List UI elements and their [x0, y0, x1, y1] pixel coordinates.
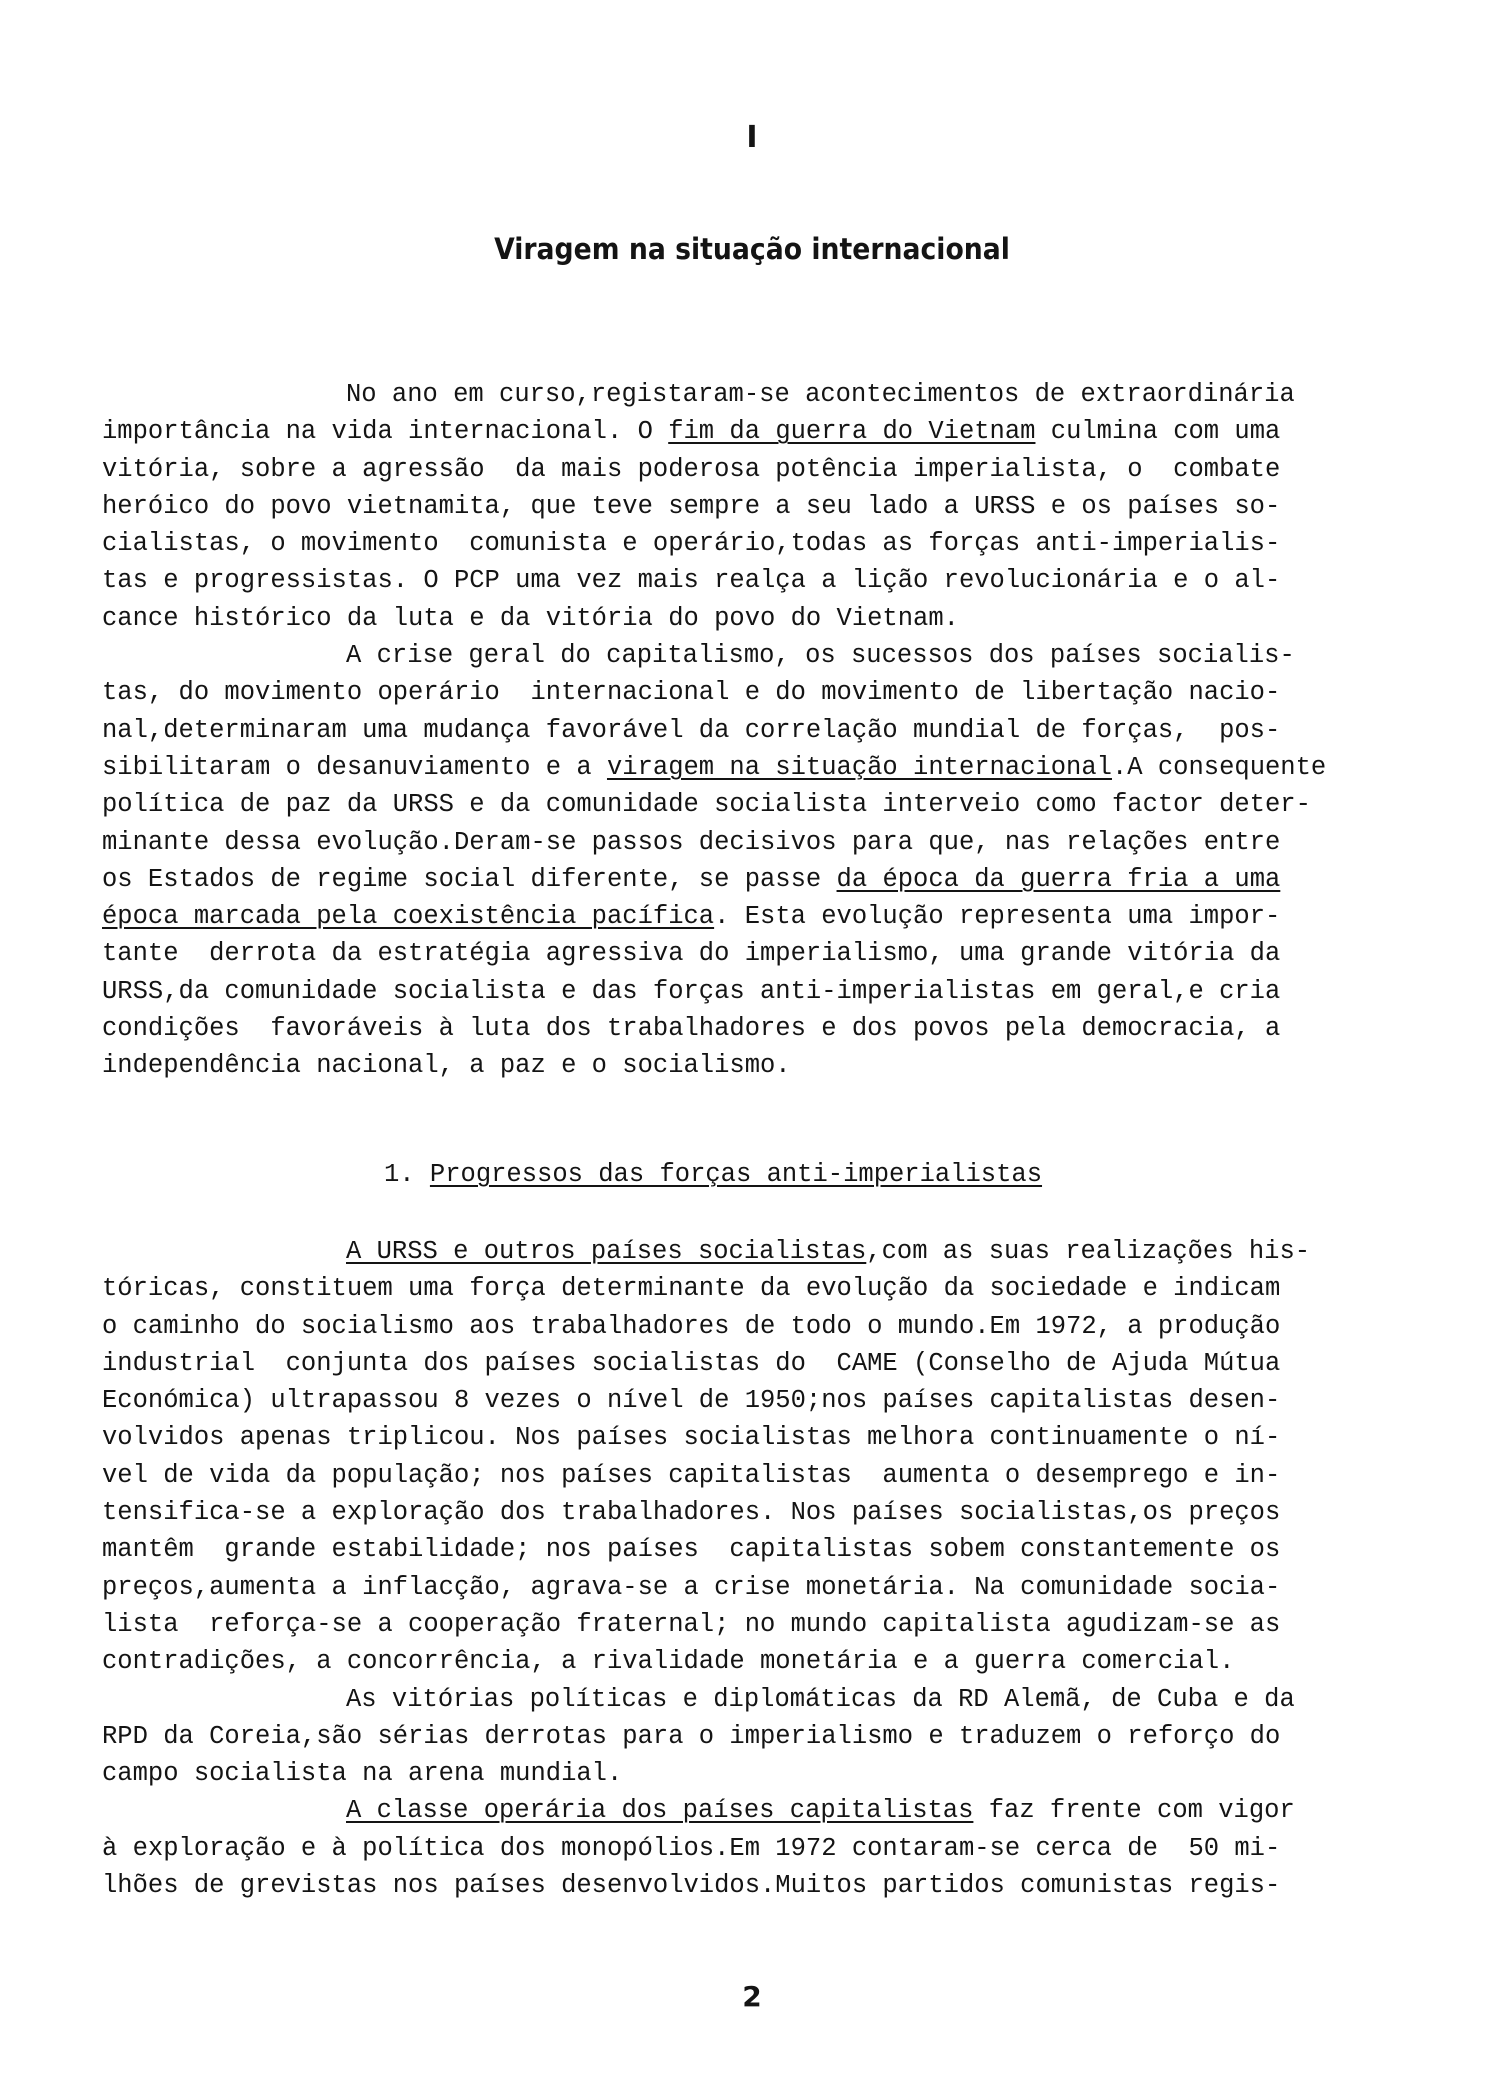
text-run: sibilitaram o desanuviamento e a	[102, 752, 607, 782]
text-line	[102, 1494, 1376, 1531]
text-line	[102, 525, 1376, 562]
text-run: lista reforça-se a cooperação fraternal; no mundo capitalista agudizam-se as	[102, 1609, 1281, 1639]
underlined-phrase: época marcada pela coexistência pacífica	[102, 902, 715, 932]
text-run: A crise geral do capitalismo, os sucessos dos países socialis-	[346, 641, 1295, 671]
text-run: lhões de grevistas nos países desenvolvidos.Muitos partidos comunistas regis-	[102, 1871, 1281, 1901]
text-run: Económica) ultrapassou 8 vezes o nível de 1950;nos países capitalistas desen-	[102, 1386, 1281, 1416]
text-line	[102, 1047, 1376, 1084]
text-run: contradições, a concorrência, a rivalidade monetária e a guerra comercial.	[102, 1647, 1235, 1677]
text-line	[102, 1867, 1376, 1904]
section-heading-number: 1.	[384, 1160, 430, 1189]
text-run: cialistas, o movimento comunista e operário,todas as forças anti-imperialis-	[102, 529, 1281, 559]
text-run: minante dessa evolução.Deram-se passos decisivos para que, nas relações entre	[102, 827, 1281, 857]
text-run: à exploração e à política dos monopólios.Em 1972 contaram-se cerca de 50 mi-	[102, 1833, 1281, 1863]
text-line	[102, 637, 1376, 674]
underlined-phrase: viragem na situação internacional	[606, 752, 1112, 782]
text-run: política de paz da URSS e da comunidade socialista interveio como factor deter-	[102, 790, 1311, 820]
text-run: preços,aumenta a inflacção, agrava-se a crise monetária. Na comunidade socia-	[102, 1572, 1281, 1602]
text-line	[102, 1718, 1376, 1755]
intro-paragraphs	[102, 376, 1376, 1085]
text-run: RPD da Coreia,são sérias derrotas para o imperialismo e traduzem o reforço do	[102, 1721, 1281, 1751]
text-line	[102, 488, 1376, 525]
text-line	[102, 749, 1376, 786]
text-run: tóricas, constituem uma força determinante da evolução da sociedade e indicam	[102, 1274, 1281, 1304]
text-run: .A consequente	[1111, 752, 1327, 782]
text-line	[102, 1830, 1376, 1867]
underlined-phrase: da época da guerra fria a uma	[836, 864, 1281, 894]
text-run: No ano em curso,registaram-se acontecimentos de extraordinária	[346, 380, 1295, 409]
text-line	[102, 1643, 1376, 1680]
text-run: volvidos apenas triplicou. Nos países socialistas melhora continuamente o ní-	[102, 1423, 1281, 1453]
text-line	[102, 1382, 1376, 1419]
text-line	[102, 1681, 1376, 1718]
text-line	[102, 935, 1376, 972]
underlined-phrase: A classe operária dos países capitalistas	[346, 1796, 974, 1826]
text-run: mantêm grande estabilidade; nos países capitalistas sobem constantemente os	[102, 1535, 1281, 1565]
text-run: culmina com uma	[1035, 417, 1281, 447]
text-line	[102, 786, 1376, 823]
page-number: 2	[742, 1980, 762, 2013]
text-run: nal,determinaram uma mudança favorável da correlação mundial de forças, pos-	[102, 715, 1281, 745]
text-line	[102, 1792, 1376, 1829]
text-run: URSS,da comunidade socialista e das forças anti-imperialistas em geral,e cria	[102, 976, 1281, 1006]
text-line	[102, 1010, 1376, 1047]
text-run: heróico do povo vietnamita, que teve sempre a seu lado a URSS e os países so-	[102, 491, 1281, 521]
text-line	[102, 562, 1376, 599]
text-line	[102, 1755, 1376, 1792]
underlined-phrase: fim da guerra do Vietnam	[668, 417, 1036, 447]
text-run: ,com as suas realizações his-	[866, 1237, 1311, 1266]
text-line	[102, 1531, 1376, 1568]
chapter-title: Viragem na situação internacional	[494, 232, 1010, 266]
text-line	[102, 1457, 1376, 1494]
text-run: industrial conjunta dos países socialistas do CAME (Conselho de Ajuda Mútua	[102, 1348, 1281, 1378]
text-line	[102, 712, 1376, 749]
text-line	[102, 1233, 1376, 1270]
text-line	[102, 600, 1376, 637]
text-line	[102, 1270, 1376, 1307]
text-run: tas, do movimento operário internacional e do movimento de libertação nacio-	[102, 678, 1281, 708]
text-line	[102, 973, 1376, 1010]
text-line	[102, 1345, 1376, 1382]
text-run: cance histórico da luta e da vitória do povo do Vietnam.	[102, 603, 959, 633]
text-run: tensifica-se a exploração dos trabalhadores. Nos países socialistas,os preços	[102, 1498, 1281, 1528]
text-run: . Esta evolução representa uma impor-	[714, 902, 1281, 932]
text-run: condições favoráveis à luta dos trabalhadores e dos povos pela democracia, a	[102, 1014, 1281, 1044]
text-run: campo socialista na arena mundial.	[102, 1759, 623, 1789]
underlined-phrase: A URSS e outros países socialistas	[346, 1237, 867, 1266]
section-paragraphs	[102, 1233, 1376, 1904]
text-line	[102, 451, 1376, 488]
text-line	[102, 861, 1376, 898]
text-line	[102, 1606, 1376, 1643]
text-run: o caminho do socialismo aos trabalhadores de todo o mundo.Em 1972, a produção	[102, 1311, 1281, 1341]
section-heading-title: Progressos das forças anti-imperialistas	[429, 1160, 1043, 1189]
section-heading	[384, 1160, 1042, 1189]
text-run: vel de vida da população; nos países capitalistas aumenta o desemprego e in-	[102, 1460, 1281, 1490]
text-line	[102, 413, 1376, 450]
text-line	[102, 376, 1376, 413]
text-line	[102, 1308, 1376, 1345]
text-line	[102, 824, 1376, 861]
chapter-number: I	[746, 120, 758, 155]
text-line	[102, 674, 1376, 711]
text-run: tas e progressistas. O PCP uma vez mais realça a lição revolucionária e o al-	[102, 566, 1281, 596]
text-run: vitória, sobre a agressão da mais poderosa potência imperialista, o combate	[102, 454, 1281, 484]
text-line	[102, 1419, 1376, 1456]
text-run: os Estados de regime social diferente, se passe	[102, 864, 837, 894]
text-run: tante derrota da estratégia agressiva do imperialismo, uma grande vitória da	[102, 939, 1281, 969]
text-run: faz frente com vigor	[973, 1796, 1295, 1826]
text-run: importância na vida internacional. O	[102, 417, 669, 447]
text-run: As vitórias políticas e diplomáticas da RD Alemã, de Cuba e da	[346, 1684, 1295, 1714]
text-run: independência nacional, a paz e o socialismo.	[102, 1051, 791, 1081]
text-line	[102, 898, 1376, 935]
text-line	[102, 1569, 1376, 1606]
